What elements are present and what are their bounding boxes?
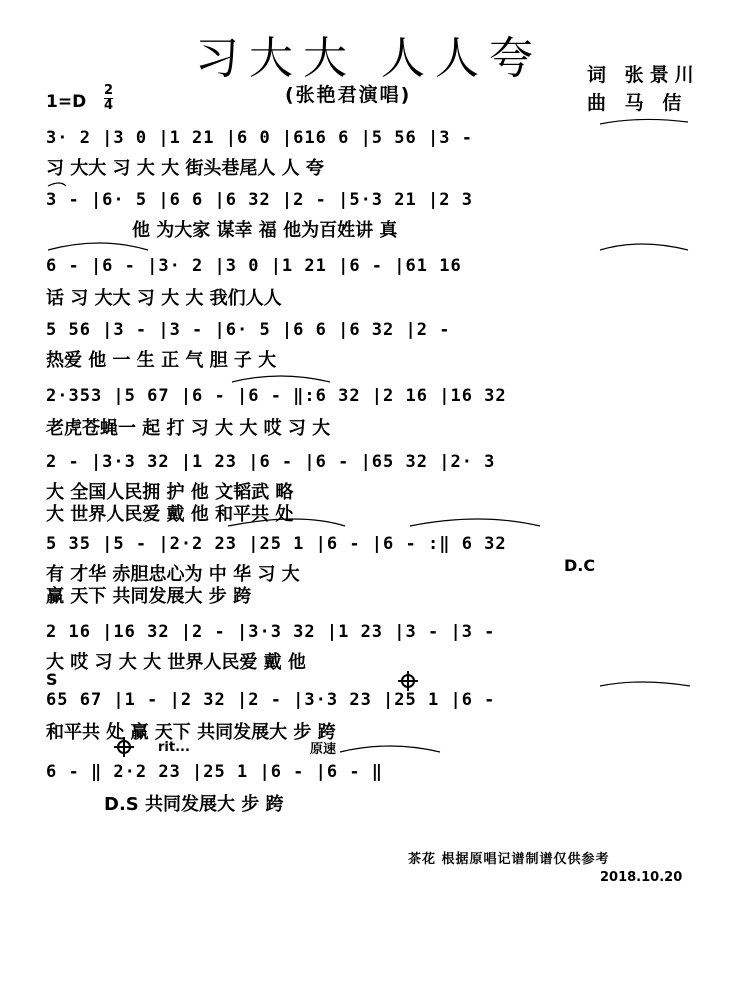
notation-row-10: 6 - ‖ 2·2 23 |25 1 |6 - |6 - ‖ xyxy=(46,762,384,782)
footer-date: 2018.10.20 xyxy=(600,870,683,885)
key-signature: 1=D xyxy=(46,92,87,112)
lyric-row-3: 话 习 大大 习 大 大 我们人人 xyxy=(46,288,282,309)
tempo-mark: 原速 xyxy=(310,742,337,757)
lyric-row-8: 大 哎 习 大 大 世界人民爱 戴 他 xyxy=(46,652,306,673)
lyric-row-6a: 大 全国人民拥 护 他 文韬武 略 xyxy=(46,482,294,503)
lyric-row-9: 和平共 处 赢 天下 共同发展大 步 跨 xyxy=(46,722,336,743)
lyric-row-6b: 大 世界人民爱 戴 他 和平共 处 xyxy=(46,504,294,525)
time-signature-bottom: 4 xyxy=(104,98,114,113)
performer-subtitle: (张艳君演唱) xyxy=(285,84,412,106)
notation-row-5: 2·353 |5 67 |6 - |6 - ‖:6 32 |2 16 |16 32 xyxy=(46,386,507,406)
lyric-row-10: D.S 共同发展大 步 跨 xyxy=(104,794,284,815)
lyric-row-2: 他 为大家 谋幸 福 他为百姓讲 真 xyxy=(132,220,398,241)
lyric-row-4: 热爱 他 一 生 正 气 胆 子 大 xyxy=(46,350,277,371)
song-title: 习大大 人人夸 xyxy=(195,33,543,84)
segno-mark: S xyxy=(46,670,58,689)
composer-credit: 曲 马 佶 xyxy=(587,92,688,114)
notation-row-8: 2 16 |16 32 |2 - |3·3 32 |1 23 |3 - |3 - xyxy=(46,622,496,642)
dc-mark: D.C xyxy=(564,556,596,575)
notation-row-1: 3· 2 |3 0 |1 21 |6 0 |616 6 |5 56 |3 - xyxy=(46,128,473,148)
footer-note: 茶花 根据原唱记谱制谱仅供参考 xyxy=(408,852,610,867)
coda-icon xyxy=(398,671,418,691)
notation-row-4: 5 56 |3 - |3 - |6· 5 |6 6 |6 32 |2 - xyxy=(46,320,451,340)
notation-row-9: 65 67 |1 - |2 32 |2 - |3·3 23 |25 1 |6 - xyxy=(46,690,496,710)
lyric-row-5: 老虎苍蝇一 起 打 习 大 大 哎 习 大 xyxy=(46,418,331,439)
lyric-row-7a: 有 才华 赤胆忠心为 中 华 习 大 xyxy=(46,564,300,585)
time-signature-top: 2 xyxy=(104,83,114,98)
lyric-row-7b: 赢 天下 共同发展大 步 跨 xyxy=(46,586,252,607)
notation-row-3: 6 - |6 - |3· 2 |3 0 |1 21 |6 - |61 16 xyxy=(46,256,462,276)
notation-row-7: 5 35 |5 - |2·2 23 |25 1 |6 - |6 - :‖ 6 32 xyxy=(46,534,507,554)
notation-row-6: 2 - |3·3 32 |1 23 |6 - |6 - |65 32 |2· 3 xyxy=(46,452,496,472)
lyricist-credit: 词 张景川 xyxy=(587,64,700,86)
lyric-row-1: 习 大大 习 大 大 街头巷尾人 人 夸 xyxy=(46,158,324,179)
notation-row-2: 3 - |6· 5 |6 6 |6 32 |2 - |5·3 21 |2 3 xyxy=(46,190,473,210)
rit-mark: rit... xyxy=(158,740,190,755)
coda-icon xyxy=(114,737,134,757)
